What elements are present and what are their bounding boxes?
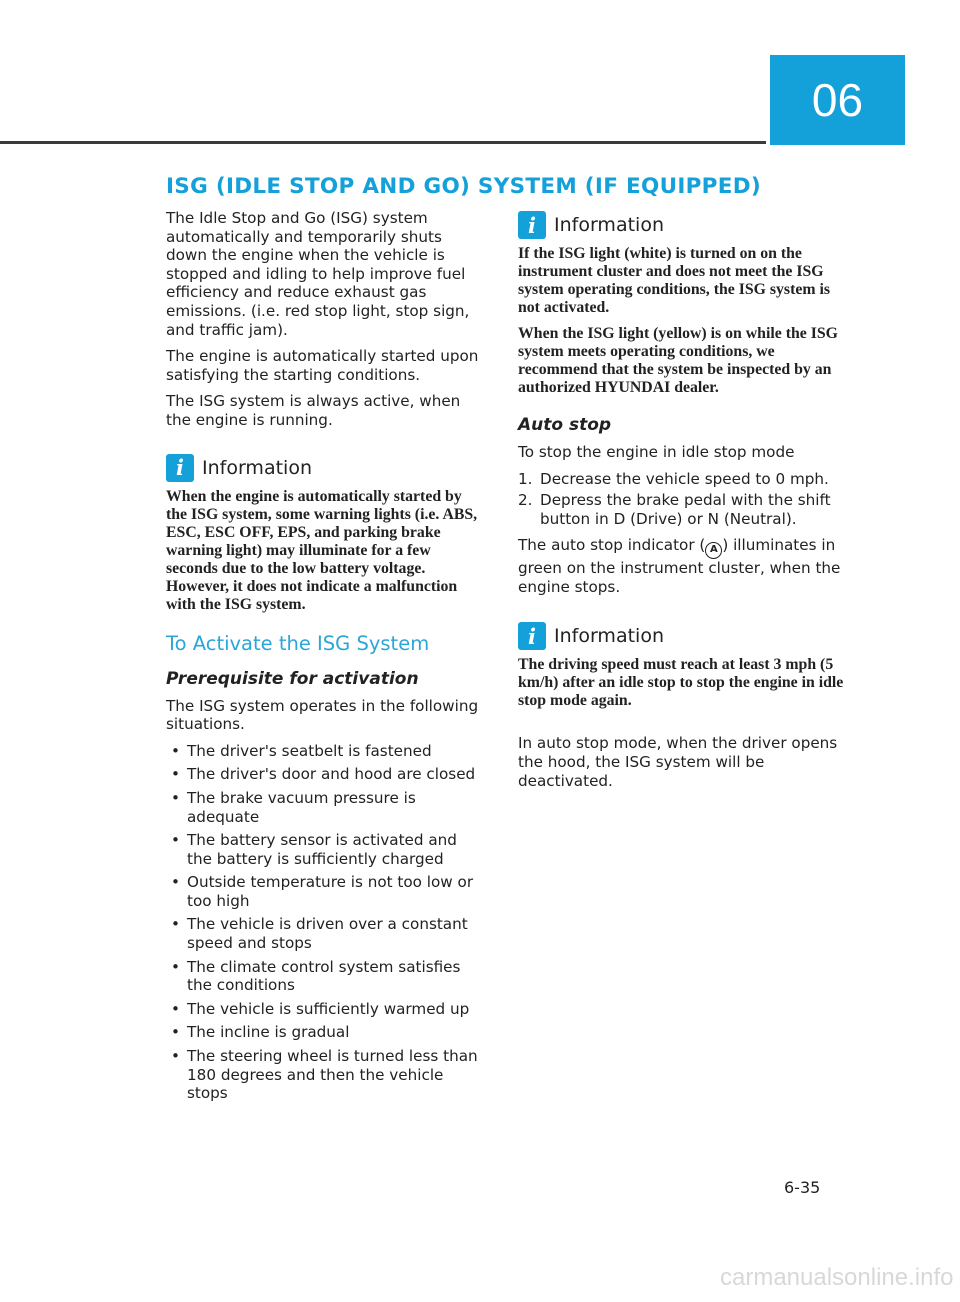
info-heading bbox=[166, 454, 482, 482]
list-item: • The vehicle is driven over a constant speed and stops bbox=[166, 915, 482, 952]
step-item bbox=[518, 491, 848, 528]
indicator-paragraph bbox=[518, 536, 848, 596]
activate-heading: To Activate the ISG System bbox=[166, 631, 430, 655]
list-item: • The driver's seatbelt is fastened bbox=[166, 742, 482, 761]
info-icon: i bbox=[518, 211, 546, 239]
intro-paragraph: The Idle Stop and Go (ISG) system automatically and temporarily shuts down the engine when the vehicle is stopped and idling to help improve fuel efficiency and reduce exhaust gas emissions. (i.e. red stop light, stop sign, and traffic jam). bbox=[166, 209, 470, 339]
page-number: 6-35 bbox=[784, 1178, 821, 1197]
info-note: The driving speed must reach at least 3 mph (5 km/h) after an idle stop to stop the engine in idle stop mode again. bbox=[518, 656, 844, 710]
conditions-list bbox=[166, 742, 482, 1103]
prereq-heading: Prerequisite for activation bbox=[166, 668, 419, 689]
info-icon: i bbox=[518, 622, 546, 650]
list-item: • Outside temperature is not too low or too high bbox=[166, 873, 482, 910]
info-label: Information bbox=[202, 456, 312, 479]
list-item: • The brake vacuum pressure is adequate bbox=[166, 789, 482, 826]
section-title: ISG (IDLE STOP AND GO) SYSTEM (IF EQUIPPED) bbox=[166, 174, 761, 199]
step-item bbox=[518, 470, 848, 489]
indicator-text-before: The auto stop indicator ( bbox=[518, 536, 706, 555]
intro-paragraph: The engine is automatically started upon satisfying the starting conditions. bbox=[166, 347, 479, 384]
list-item: • The vehicle is sufficiently warmed up bbox=[166, 1000, 482, 1019]
info-note: When the engine is automatically started by the ISG system, some warning lights (i.e. ABS, ESC, ESC OFF, EPS, and parking brake warning light) may illuminate for a few seconds due to the low battery voltage. However, it does not indicate a malfunction with the ISG system. bbox=[166, 487, 478, 613]
closing-paragraph: In auto stop mode, when the driver opens the hood, the ISG system will be deactivated. bbox=[518, 734, 838, 790]
prereq-intro: The ISG system operates in the following situations. bbox=[166, 696, 479, 734]
auto-stop-intro: To stop the engine in idle stop mode bbox=[518, 443, 795, 461]
chapter-number: 06 bbox=[811, 74, 864, 126]
info-heading bbox=[518, 622, 848, 650]
list-item: • The driver's door and hood are closed bbox=[166, 765, 482, 784]
watermark: carmanualsonline.info bbox=[720, 1264, 954, 1291]
info-heading bbox=[518, 211, 848, 239]
auto-stop-heading: Auto stop bbox=[518, 415, 612, 435]
intro-paragraph: The ISG system is always active, when the engine is running. bbox=[166, 392, 461, 429]
left-column bbox=[166, 209, 482, 1108]
info-note: When the ISG light (yellow) is on while the ISG system meets operating conditions, we recommend that the system be inspected by an authorized HYUNDAI dealer. bbox=[518, 325, 838, 396]
info-label: Information bbox=[554, 625, 664, 648]
info-label: Information bbox=[554, 214, 664, 236]
step-text: Decrease the vehicle speed to 0 mph. bbox=[540, 469, 829, 488]
step-number: 2. bbox=[518, 491, 533, 510]
indicator-text-after: ) illuminates in green on the instrument cluster, when the engine stops. bbox=[518, 536, 841, 596]
info-note: If the ISG light (white) is turned on on the instrument cluster and does not meet the ISG system operating conditions, the ISG system is not activated. bbox=[518, 245, 830, 316]
list-item: • The incline is gradual bbox=[166, 1023, 482, 1042]
list-item: • The battery sensor is activated and the battery is sufficiently charged bbox=[166, 831, 482, 868]
auto-stop-steps bbox=[518, 470, 848, 529]
chapter-tab bbox=[770, 55, 905, 145]
right-column bbox=[518, 209, 848, 798]
list-item: • The steering wheel is turned less than 180 degrees and then the vehicle stops bbox=[166, 1047, 482, 1103]
info-icon: i bbox=[166, 454, 194, 482]
list-item: • The climate control system satisfies the conditions bbox=[166, 958, 482, 995]
chapter-rule bbox=[0, 141, 766, 144]
step-number: 1. bbox=[518, 469, 533, 488]
auto-stop-indicator-icon: A bbox=[705, 542, 722, 559]
step-text: Depress the brake pedal with the shift button in D (Drive) or N (Neutral). bbox=[540, 491, 831, 528]
